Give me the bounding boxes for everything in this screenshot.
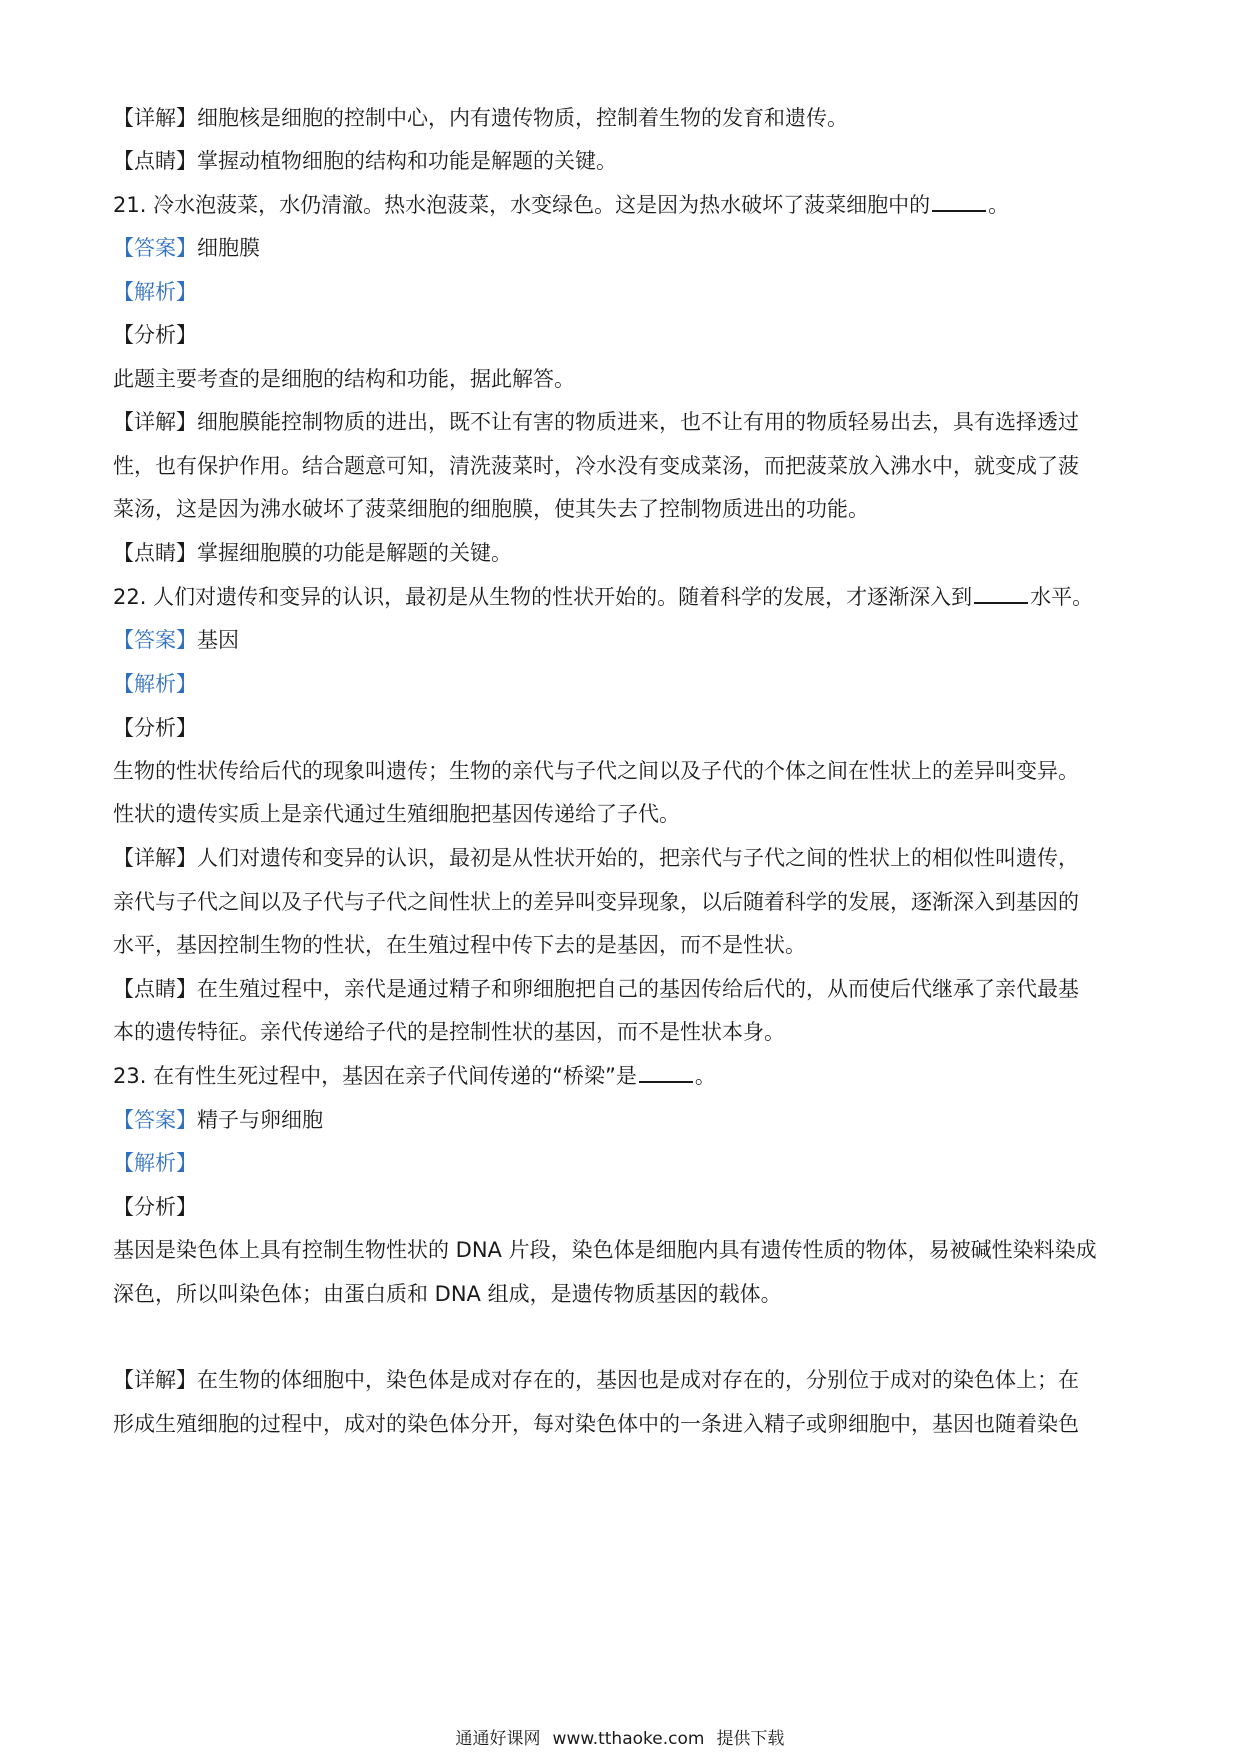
answer-blank xyxy=(932,192,986,212)
question-21-end: 。 xyxy=(988,193,1010,217)
fenxi-tag: 【分析】 xyxy=(113,323,197,347)
analysis-tag: 【解析】 xyxy=(113,280,197,304)
detail-line-21-3 xyxy=(113,494,1133,524)
fenxi-text-23-2 xyxy=(113,1279,1133,1309)
answer-line-21 xyxy=(113,233,1133,263)
paragraph-text: 本的遗传特征。亲代传递给子代的是控制性状的基因，而不是性状本身。 xyxy=(113,1020,785,1044)
tip-line xyxy=(113,146,1133,176)
tip-tag: 【点睛】 xyxy=(113,977,197,1001)
answer-tag: 【答案】 xyxy=(113,1108,197,1132)
answer-blank xyxy=(639,1063,693,1083)
detail-line-23 xyxy=(113,1365,1133,1395)
paragraph-text: 细胞膜能控制物质的进出，既不让有害的物质进来，也不让有用的物质轻易出去，具有选择透过 xyxy=(197,410,1079,434)
footer-url[interactable]: www.tthaoke.com xyxy=(552,1729,705,1749)
tip-text: 掌握动植物细胞的结构和功能是解题的关键。 xyxy=(197,149,617,173)
detail-line-23-2 xyxy=(113,1409,1133,1439)
analysis-line-22 xyxy=(113,669,1133,699)
question-23-text: 23. 在有性生死过程中，基因在亲子代间传递的“桥梁”是 xyxy=(113,1064,637,1088)
detail-line-21-2 xyxy=(113,451,1133,481)
detail-text: 细胞核是细胞的控制中心，内有遗传物质，控制着生物的发育和遗传。 xyxy=(197,106,848,130)
detail-tag: 【详解】 xyxy=(113,106,197,130)
tip-tag: 【点睛】 xyxy=(113,149,197,173)
tip-tag: 【点睛】 xyxy=(113,541,197,565)
detail-line-22-2 xyxy=(113,887,1133,917)
tip-line-22-2 xyxy=(113,1017,1133,1047)
fenxi-line-21 xyxy=(113,320,1133,350)
paragraph-text: 性状的遗传实质上是亲代通过生殖细胞把基因传递给了子代。 xyxy=(113,802,680,826)
paragraph-text: 此题主要考查的是细胞的结构和功能，据此解答。 xyxy=(113,367,575,391)
fenxi-line-23 xyxy=(113,1192,1133,1222)
fenxi-text-22 xyxy=(113,756,1133,786)
fenxi-tag: 【分析】 xyxy=(113,716,197,740)
fenxi-tag: 【分析】 xyxy=(113,1195,197,1219)
analysis-line-21 xyxy=(113,277,1133,307)
fenxi-text-23 xyxy=(113,1235,1133,1265)
fenxi-text-21 xyxy=(113,364,1133,394)
answer-text: 细胞膜 xyxy=(197,236,260,260)
analysis-line-23 xyxy=(113,1148,1133,1178)
question-23-end: 。 xyxy=(694,1064,716,1088)
detail-tag: 【详解】 xyxy=(113,410,197,434)
analysis-tag: 【解析】 xyxy=(113,672,197,696)
paragraph-text: 水平，基因控制生物的性状，在生殖过程中传下去的是基因，而不是性状。 xyxy=(113,933,806,957)
page-footer xyxy=(0,1728,1240,1750)
answer-blank xyxy=(974,584,1028,604)
tip-line-21 xyxy=(113,538,1133,568)
question-22-text: 22. 人们对遗传和变异的认识，最初是从生物的性状开始的。随着科学的发展，才逐渐深入到 xyxy=(113,585,973,609)
paragraph-text: 菜汤，这是因为沸水破坏了菠菜细胞的细胞膜，使其失去了控制物质进出的功能。 xyxy=(113,497,869,521)
detail-line-21 xyxy=(113,407,1133,437)
tip-line-22 xyxy=(113,974,1133,1004)
paragraph-text: 性，也有保护作用。结合题意可知，清洗菠菜时，冷水没有变成菜汤，而把菠菜放入沸水中，就变成了菠 xyxy=(113,454,1079,478)
paragraph-text: 生物的性状传给后代的现象叫遗传；生物的亲代与子代之间以及子代的个体之间在性状上的差异叫变异。 xyxy=(113,759,1079,783)
paragraph-text: 人们对遗传和变异的认识，最初是从性状开始的，把亲代与子代之间的性状上的相似性叫遗传， xyxy=(197,846,1079,870)
paragraph-text: 深色，所以叫染色体；由蛋白质和 DNA 组成，是遗传物质基因的载体。 xyxy=(113,1282,782,1306)
answer-text: 精子与卵细胞 xyxy=(197,1108,323,1132)
detail-tag: 【详解】 xyxy=(113,1368,197,1392)
paragraph-text: 在生殖过程中，亲代是通过精子和卵细胞把自己的基因传给后代的，从而使后代继承了亲代最基 xyxy=(197,977,1079,1001)
answer-text: 基因 xyxy=(197,628,239,652)
detail-line-22-3 xyxy=(113,930,1133,960)
answer-tag: 【答案】 xyxy=(113,236,197,260)
answer-line-22 xyxy=(113,625,1133,655)
detail-line xyxy=(113,103,1133,133)
paragraph-text: 形成生殖细胞的过程中，成对的染色体分开，每对染色体中的一条进入精子或卵细胞中，基因也随着染色 xyxy=(113,1412,1079,1436)
fenxi-text-22-2 xyxy=(113,799,1133,829)
question-23 xyxy=(113,1061,1133,1091)
paragraph-text: 基因是染色体上具有控制生物性状的 DNA 片段，染色体是细胞内具有遗传性质的物体，易被碱性染料染成 xyxy=(113,1238,1097,1262)
answer-line-23 xyxy=(113,1105,1133,1135)
footer-note: 提供下载 xyxy=(716,1729,785,1749)
question-22-end: 水平。 xyxy=(1030,585,1094,609)
paragraph-text: 亲代与子代之间以及子代与子代之间性状上的差异叫变异现象，以后随着科学的发展，逐渐深入到基因的 xyxy=(113,890,1079,914)
paragraph-text: 在生物的体细胞中，染色体是成对存在的，基因也是成对存在的，分别位于成对的染色体上；在 xyxy=(197,1368,1079,1392)
fenxi-line-22 xyxy=(113,713,1133,743)
analysis-tag: 【解析】 xyxy=(113,1151,197,1175)
question-22 xyxy=(113,582,1133,612)
answer-tag: 【答案】 xyxy=(113,628,197,652)
question-21-text: 21. 冷水泡菠菜，水仍清澈。热水泡菠菜，水变绿色。这是因为热水破坏了菠菜细胞中的 xyxy=(113,193,931,217)
footer-site: 通通好课网 xyxy=(455,1729,541,1749)
question-21 xyxy=(113,190,1133,220)
paragraph-text: 掌握细胞膜的功能是解题的关键。 xyxy=(197,541,512,565)
detail-tag: 【详解】 xyxy=(113,846,197,870)
detail-line-22 xyxy=(113,843,1133,873)
